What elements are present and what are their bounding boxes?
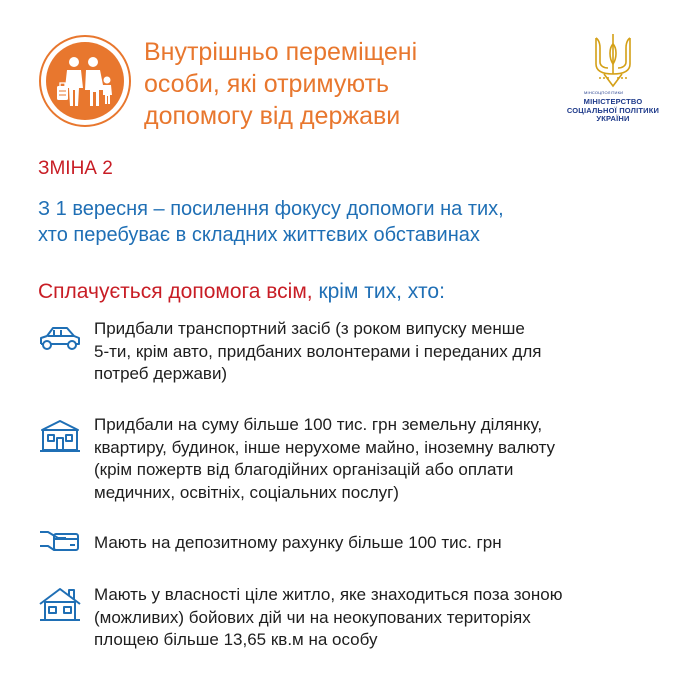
subtitle-line-2: хто перебуває в складних життєвих обставинах xyxy=(38,224,480,246)
paid-red-part: Сплачується допомога всім, xyxy=(38,280,313,303)
list-item-text xyxy=(94,318,674,386)
item-3-line-1: Мають на депозитному рахунку більше 100 тис. грн xyxy=(94,533,502,552)
ministry-name-line-1: МІНІСТЕРСТВО xyxy=(583,97,643,106)
family-with-luggage-icon xyxy=(38,34,132,128)
ministry-name-line-3: УКРАЇНИ xyxy=(596,114,630,123)
ministry-name xyxy=(558,98,668,124)
item-2-line-2: квартиру, будинок, інше нерухоме майно, іноземну валюту xyxy=(94,437,556,457)
item-1-line-3: потреб держави) xyxy=(94,364,228,383)
card-in-hand-icon xyxy=(38,526,82,558)
header-title-line-2: особи, які отримують xyxy=(144,70,390,98)
subtitle-line-1: З 1 вересня – посилення фокусу допомоги на тих, xyxy=(38,198,504,220)
paid-line xyxy=(38,280,678,304)
building-icon xyxy=(38,418,82,454)
header-title-line-3: допомогу від держави xyxy=(144,102,401,130)
list-item-text xyxy=(94,532,674,555)
ministry-name-line-2: СОЦІАЛЬНОЇ ПОЛІТИКИ xyxy=(566,105,660,115)
ministry-small-text: МІНСОЦПОЛІТИКИ xyxy=(584,90,624,95)
item-2-line-3: (крім пожертв від благодійних організацій або оплати xyxy=(94,460,514,479)
house-icon xyxy=(38,586,82,624)
item-1-line-1: Придбали транспортний засіб (з роком випуску менше xyxy=(94,319,525,338)
change-label: ЗМІНА 2 xyxy=(38,158,113,179)
item-2-line-1: Придбали на суму більше 100 тис. грн земельну ділянку, xyxy=(94,415,543,434)
header-title-line-1: Внутрішньо переміщені xyxy=(144,38,418,66)
header xyxy=(38,32,668,142)
subtitle xyxy=(38,196,678,248)
item-4-line-3: площею більше 13,65 кв.м на особу xyxy=(94,630,378,649)
header-title xyxy=(144,36,504,132)
item-2-line-4: медичних, освітніх, соціальних послуг) xyxy=(94,482,399,502)
car-icon xyxy=(38,322,82,356)
item-4-line-2: (можливих) бойових дій чи на неокупованих територіях xyxy=(94,607,531,627)
item-1-line-2: 5-ти, крім авто, придбаних волонтерами і переданих для xyxy=(94,341,542,361)
item-4-line-1: Мають у власності ціле житло, яке знаходиться поза зоною xyxy=(94,585,563,604)
trident-emblem-icon xyxy=(590,32,636,88)
list-item-text xyxy=(94,584,674,652)
ministry-logo xyxy=(558,32,668,140)
list-item-text xyxy=(94,414,674,504)
paid-blue-part: крім тих, хто: xyxy=(312,280,445,303)
